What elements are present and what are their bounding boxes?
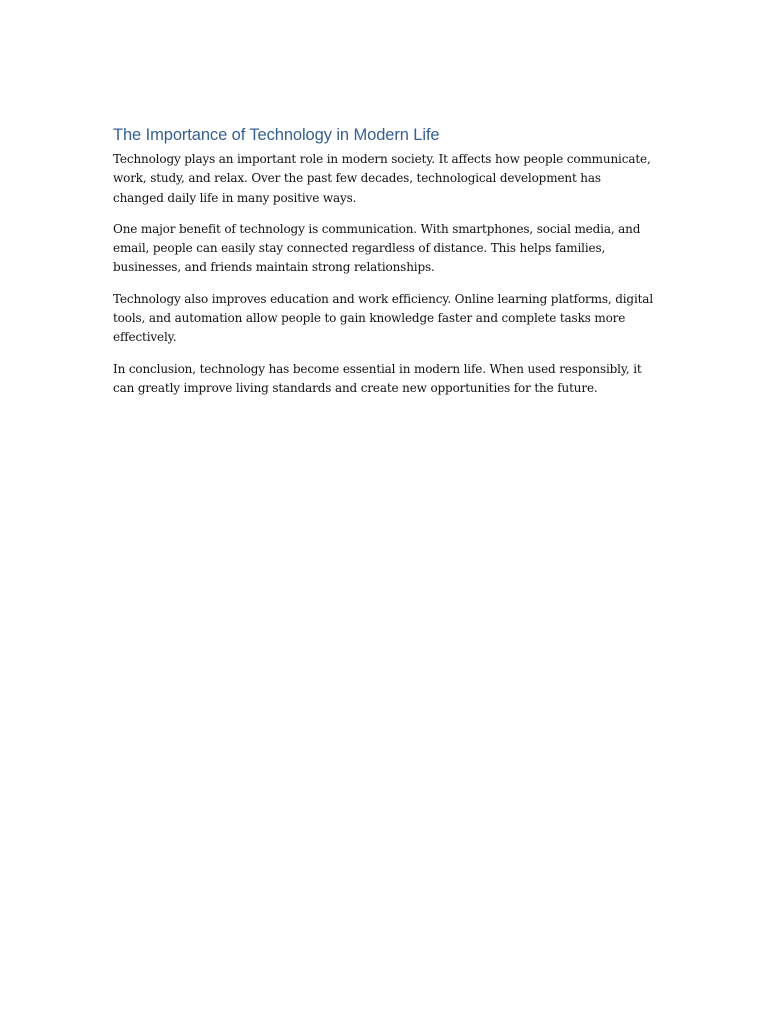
paragraph-communication: One major benefit of technology is communication. With smartphones, social media, and email, people can easily stay connected regardless of distance. This helps families, businesses, and friends maintain strong relationships.: [113, 221, 641, 275]
document-page: [113, 124, 653, 410]
document-title: The Importance of Technology in Modern Life: [113, 126, 440, 144]
paragraph-intro: Technology plays an important role in modern society. It affects how people communicate, work, study, and relax. Over the past few decades, technological development has changed daily life in many positive ways.: [113, 152, 651, 205]
paragraph-conclusion: In conclusion, technology has become essential in modern life. When used responsibly, it can greatly improve living standards and create new opportunities for the future.: [113, 361, 642, 395]
paragraph-education: Technology also improves education and work efficiency. Online learning platforms, digital tools, and automation allow people to gain knowledge faster and complete tasks more effectively.: [113, 291, 654, 345]
